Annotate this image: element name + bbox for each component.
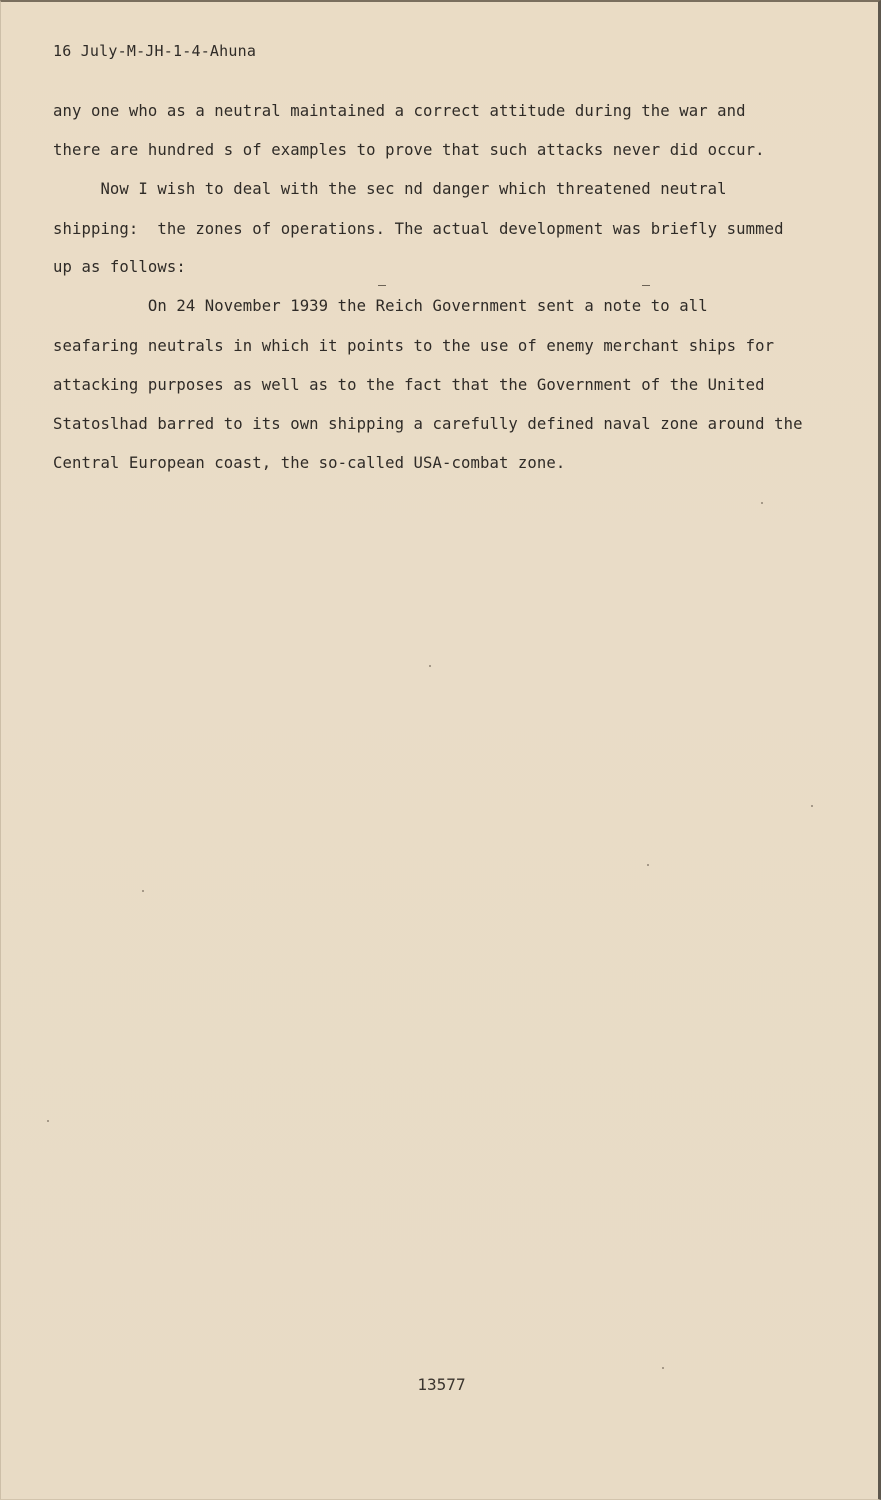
page-number: 13577: [417, 1375, 466, 1394]
text-line: Now I wish to deal with the sec nd danger which threatened neutral: [53, 180, 727, 198]
typewriter-mark: [378, 285, 386, 286]
text-line: seafaring neutrals in which it points to the use of enemy merchant ships for: [53, 337, 775, 355]
text-line: Central European coast, the so-called USA-combat zone.: [53, 454, 566, 472]
paper-speck: [811, 805, 813, 807]
page-header: 16 July-M-JH-1-4-Ahuna: [53, 42, 257, 60]
paper-speck: [662, 1367, 664, 1369]
text-line: On 24 November 1939 the Reich Government sent a note to all: [53, 297, 708, 315]
text-line: shipping: the zones of operations. The actual development was briefly summed: [53, 220, 784, 238]
text-line: any one who as a neutral maintained a correct attitude during the war and: [53, 102, 746, 120]
paper-speck: [761, 502, 763, 504]
paper-speck: [47, 1120, 49, 1122]
paper-speck: [142, 890, 144, 892]
text-line: there are hundred s of examples to prove that such attacks never did occur.: [53, 141, 765, 159]
text-line: attacking purposes as well as to the fact that the Government of the United: [53, 376, 765, 394]
text-line: Statoslhad barred to its own shipping a carefully defined naval zone around the: [53, 415, 803, 433]
text-line: up as follows:: [53, 258, 186, 276]
typewriter-mark: [642, 285, 650, 286]
paper-speck: [647, 864, 649, 866]
paper-speck: [429, 665, 431, 667]
